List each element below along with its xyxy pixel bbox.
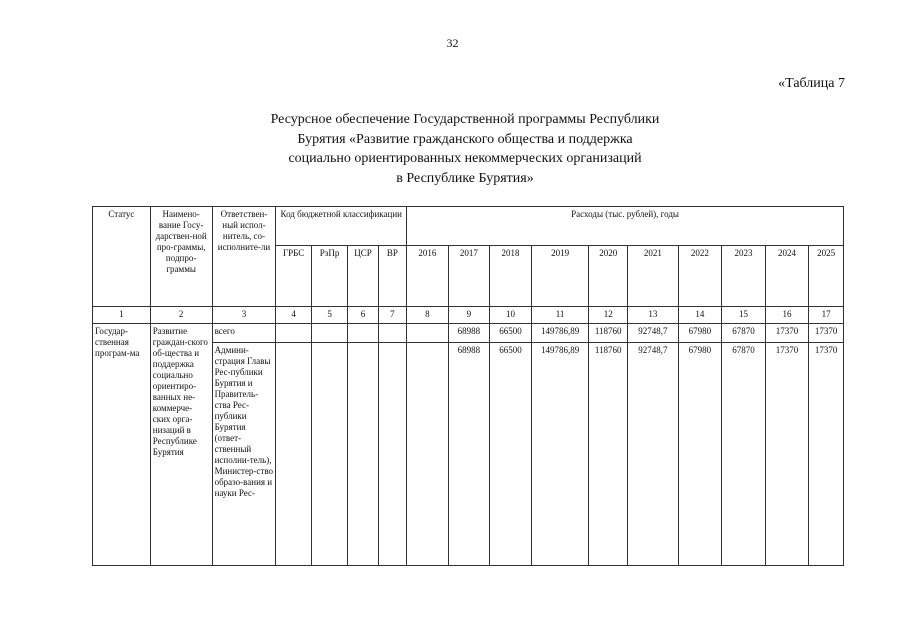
responsible-cell: всего <box>212 324 276 343</box>
header-year: 2023 <box>722 246 766 307</box>
column-number: 2 <box>150 307 212 324</box>
header-code-rzpr: РзПр <box>311 246 347 307</box>
column-number: 8 <box>407 307 449 324</box>
column-number: 3 <box>212 307 276 324</box>
value-cell <box>407 324 449 343</box>
header-year: 2016 <box>407 246 449 307</box>
column-number: 13 <box>627 307 678 324</box>
value-cell: 67980 <box>678 324 722 343</box>
column-number-row <box>93 307 844 324</box>
page-number: 32 <box>446 36 459 50</box>
document-title <box>200 110 730 188</box>
column-number: 5 <box>311 307 347 324</box>
code-cell <box>276 343 311 566</box>
value-cell: 68988 <box>448 324 490 343</box>
header-expenses: Расходы (тыс. рублей), годы <box>407 207 844 246</box>
header-year: 2021 <box>627 246 678 307</box>
value-cell: 92748,7 <box>627 324 678 343</box>
table-label: «Таблица 7 <box>778 76 845 91</box>
title-line: социально ориентированных некоммерческих организаций <box>288 151 642 166</box>
header-year: 2019 <box>531 246 589 307</box>
code-cell <box>348 324 378 343</box>
column-number: 6 <box>348 307 378 324</box>
value-cell: 66500 <box>490 343 532 566</box>
column-number: 1 <box>93 307 151 324</box>
value-cell: 66500 <box>490 324 532 343</box>
header-year: 2017 <box>448 246 490 307</box>
column-number: 17 <box>809 307 844 324</box>
header-year: 2020 <box>589 246 628 307</box>
value-cell: 92748,7 <box>627 343 678 566</box>
column-number: 14 <box>678 307 722 324</box>
value-cell: 67870 <box>722 324 766 343</box>
code-cell <box>311 343 347 566</box>
column-number: 12 <box>589 307 628 324</box>
value-cell: 118760 <box>589 343 628 566</box>
header-status: Статус <box>93 207 151 307</box>
header-program-name: Наимено-вание Госу-дарствен-ной про-граммы, подпро-граммы <box>150 207 212 307</box>
value-cell: 67980 <box>678 343 722 566</box>
code-cell <box>378 343 406 566</box>
header-budget-code: Код бюджетной классификации <box>276 207 407 246</box>
header-code-grbs: ГРБС <box>276 246 311 307</box>
value-cell: 17370 <box>765 343 809 566</box>
status-cell: Государ-ственная програм-ма <box>93 324 151 566</box>
header-code-csr: ЦСР <box>348 246 378 307</box>
value-cell: 68988 <box>448 343 490 566</box>
column-number: 11 <box>531 307 589 324</box>
column-number: 9 <box>448 307 490 324</box>
header-code-vr: ВР <box>378 246 406 307</box>
title-line: Ресурсное обеспечение Государственной программы Республики <box>270 112 660 127</box>
value-cell: 149786,89 <box>531 343 589 566</box>
header-year: 2022 <box>678 246 722 307</box>
column-number: 10 <box>490 307 532 324</box>
code-cell <box>276 324 311 343</box>
column-number: 16 <box>765 307 809 324</box>
table-row <box>93 324 844 343</box>
responsible-cell: Админи-страция Главы Рес-публики Бурятия и Правитель-ства Рес-публики Бурятия (ответ-ственный исполни-тель), Министер-ство образо-вания и науки Рес- <box>212 343 276 566</box>
value-cell: 118760 <box>589 324 628 343</box>
value-cell: 149786,89 <box>531 324 589 343</box>
title-line: Бурятия «Развитие гражданского общества и поддержка <box>297 131 633 147</box>
value-cell: 17370 <box>809 343 844 566</box>
code-cell <box>311 324 347 343</box>
column-number: 4 <box>276 307 311 324</box>
column-number: 15 <box>722 307 766 324</box>
code-cell <box>348 343 378 566</box>
header-year: 2024 <box>765 246 809 307</box>
resource-table <box>92 206 844 566</box>
column-number: 7 <box>378 307 406 324</box>
value-cell <box>407 343 449 566</box>
value-cell: 17370 <box>809 324 844 343</box>
value-cell: 17370 <box>765 324 809 343</box>
code-cell <box>378 324 406 343</box>
header-year: 2018 <box>490 246 532 307</box>
value-cell: 67870 <box>722 343 766 566</box>
title-line: в Республике Бурятия» <box>396 170 534 186</box>
program-name-cell: Развитие граждан-ского об-щества и поддержка социально ориентиро-ванных не-коммерче-ских орга-низаций в Республике Бурятия <box>150 324 212 566</box>
header-responsible: Ответствен-ный испол-нитель, со-исполните-ли <box>212 207 276 307</box>
header-year: 2025 <box>809 246 844 307</box>
